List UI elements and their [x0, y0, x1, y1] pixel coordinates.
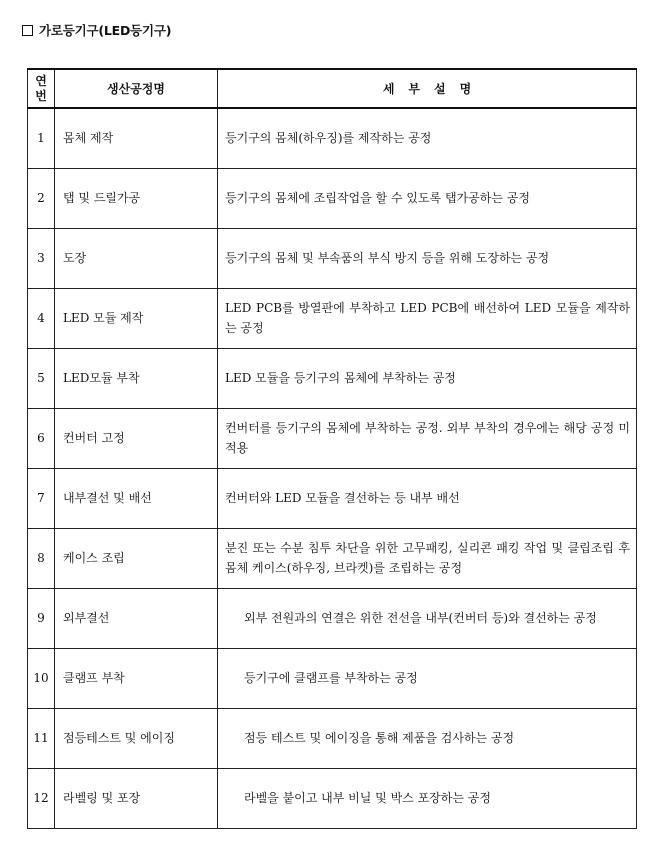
table-row — [28, 348, 637, 408]
process-name: 외부결선 — [55, 588, 218, 648]
table-row — [28, 768, 637, 828]
table-row — [28, 708, 637, 768]
table-row — [28, 228, 637, 288]
row-number: 11 — [28, 708, 55, 768]
process-name: 점등테스트 및 에이징 — [55, 708, 218, 768]
process-name: LED 모듈 제작 — [55, 288, 218, 348]
process-description: LED 모듈을 등기구의 몸체에 부착하는 공정 — [218, 348, 637, 408]
table-row — [28, 408, 637, 468]
header-description: 세부설명 — [218, 69, 637, 108]
table-row — [28, 288, 637, 348]
row-number: 4 — [28, 288, 55, 348]
process-description: 외부 전원과의 연결은 위한 전선을 내부(컨버터 등)와 결선하는 공정 — [218, 588, 637, 648]
process-description: 라벨을 붙이고 내부 비닐 및 박스 포장하는 공정 — [218, 768, 637, 828]
table-header-row — [28, 69, 637, 108]
process-description: 컨버터와 LED 모듈을 결선하는 등 내부 배선 — [218, 468, 637, 528]
process-name: 케이스 조립 — [55, 528, 218, 588]
table-row — [28, 168, 637, 228]
header-process-name: 생산공정명 — [55, 69, 218, 108]
table-row — [28, 588, 637, 648]
process-name: 클램프 부착 — [55, 648, 218, 708]
process-name: 컨버터 고정 — [55, 408, 218, 468]
row-number: 12 — [28, 768, 55, 828]
header-number-line1: 연 — [35, 73, 47, 88]
process-description: 등기구의 몸체(하우징)를 제작하는 공정 — [218, 108, 637, 168]
table-row — [28, 648, 637, 708]
process-description: 분진 또는 수분 침투 차단을 위한 고무패킹, 실리콘 패킹 작업 및 클립조립 후 몸체 케이스(하우징, 브라켓)를 조립하는 공정 — [218, 528, 637, 588]
header-number — [28, 69, 55, 108]
process-table — [27, 68, 637, 829]
process-name: 라벨링 및 포장 — [55, 768, 218, 828]
process-name: 도장 — [55, 228, 218, 288]
table-row — [28, 468, 637, 528]
process-description: LED PCB를 방열판에 부착하고 LED PCB에 배선하여 LED 모듈을 제작하는 공정 — [218, 288, 637, 348]
row-number: 5 — [28, 348, 55, 408]
row-number: 2 — [28, 168, 55, 228]
process-description: 컨버터를 등기구의 몸체에 부착하는 공정. 외부 부착의 경우에는 해당 공정 미적용 — [218, 408, 637, 468]
table-row — [28, 108, 637, 168]
process-description: 등기구의 몸체에 조립작업을 할 수 있도록 탭가공하는 공정 — [218, 168, 637, 228]
section-heading — [22, 21, 171, 39]
checkbox-square-icon — [22, 25, 33, 36]
row-number: 8 — [28, 528, 55, 588]
row-number: 6 — [28, 408, 55, 468]
process-name: 몸체 제작 — [55, 108, 218, 168]
process-name: LED모듈 부착 — [55, 348, 218, 408]
table-row — [28, 528, 637, 588]
process-name: 탭 및 드릴가공 — [55, 168, 218, 228]
process-description: 등기구의 몸체 및 부속품의 부식 방지 등을 위해 도장하는 공정 — [218, 228, 637, 288]
row-number: 9 — [28, 588, 55, 648]
row-number: 1 — [28, 108, 55, 168]
process-name: 내부결선 및 배선 — [55, 468, 218, 528]
process-description: 점등 테스트 및 에이징을 통해 제품을 검사하는 공정 — [218, 708, 637, 768]
row-number: 7 — [28, 468, 55, 528]
header-number-line2: 번 — [35, 88, 47, 103]
section-title: 가로등기구(LED등기구) — [39, 23, 172, 38]
row-number: 10 — [28, 648, 55, 708]
process-description: 등기구에 클램프를 부착하는 공정 — [218, 648, 637, 708]
row-number: 3 — [28, 228, 55, 288]
